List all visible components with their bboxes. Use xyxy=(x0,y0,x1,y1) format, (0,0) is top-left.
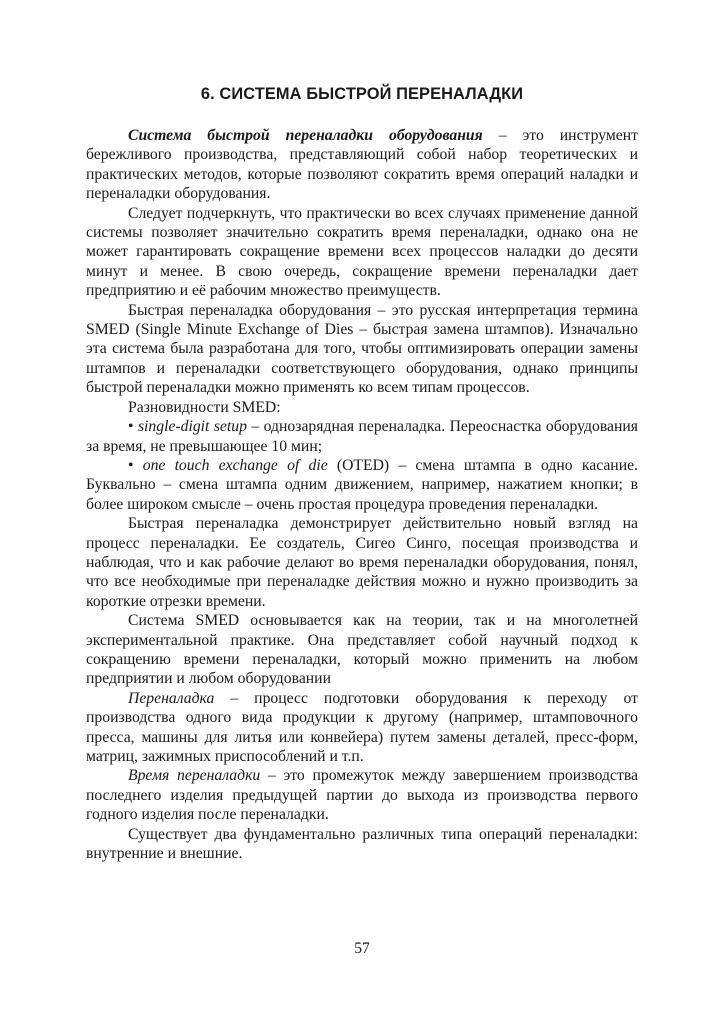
bullet-icon: • xyxy=(128,456,134,474)
paragraph-text: – процесс подготовки оборудования к переходу от производства одного вида продукции к другому (например, штамповочного пресса, машины для литья или конвейера) путем замены деталей, пресс-форм, матриц, зажимных приспособлений и т.п. xyxy=(86,689,638,765)
bullet-icon: • xyxy=(128,418,134,436)
term-italic: single-digit setup xyxy=(137,418,247,436)
paragraph-definition xyxy=(86,689,638,767)
paragraph-list-intro: Разновидности SMED: xyxy=(128,398,281,416)
paragraph-text: – это инструмент бережливого производства, представляющий собой набор теоретических и практических методов, которые позволяют сократить время операций наладки и переналадки оборудования. xyxy=(86,127,638,203)
paragraph: Существует два фундаментально различных типа операций переналадки: внутренние и внешние. xyxy=(86,825,638,863)
page-number: 57 xyxy=(354,940,370,957)
bullet-item xyxy=(86,456,638,514)
section-title: 6. СИСТЕМА БЫСТРОЙ ПЕРЕНАЛАДКИ xyxy=(200,85,524,103)
bullet-text: – однозарядная переналадка. Переоснастка оборудования за время, не превышающее 10 мин; xyxy=(86,418,639,455)
paragraph-definition xyxy=(86,766,638,824)
paragraph: Система SMED основывается как на теории, так и на многолетней экспериментальной практике. Она представляет собой научный подход к сокращению времени переналадки, который можно применить на любом предприятии и любом оборудовании xyxy=(86,612,638,688)
paragraph-text: – это промежуток между завершением производства последнего изделия предыдущей партии до выхода из производства первого годного изделия после переналадки. xyxy=(86,767,638,824)
bullet-text: (OTED) – смена штампа в одно касание. Буквально – смена штампа одним движением, например, нажатием кнопки; в более широком смысле – очень простая процедура проведения переналадки. xyxy=(86,456,638,513)
term-italic: Время переналадки xyxy=(128,767,261,785)
term-italic: one touch exchange of die xyxy=(142,456,328,474)
term-italic: Переналадка xyxy=(128,689,215,707)
paragraph-definition xyxy=(86,126,638,204)
paragraph: Быстрая переналадка оборудования – это русская интерпретация термина SMED (Single Minute Exchange of Dies – быстрая замена штампов). Изначально эта система была разработана для того, чтобы оптимизировать операции замены штампов и переналадки соответствующего оборудования, однако принципы быстрой переналадки можно применять ко всем типам процессов. xyxy=(86,301,638,397)
paragraph: Следует подчеркнуть, что практически во всех случаях применение данной системы позволяет значительно сократить время переналадки, однако она не может гарантировать сокращение времени всех процессов наладки до десяти минут и менее. В свою очередь, сокращение времени переналадки дает предприятию и её рабочим множество преимуществ. xyxy=(86,204,638,300)
bullet-item xyxy=(86,417,638,456)
paragraph: Быстрая переналадка демонстрирует действительно новый взгляд на процесс переналадки. Ее создатель, Сигео Синго, посещая производства и наблюдая, что и как рабочие делают во время переналадки оборудования, понял, что все необходимые при переналадке действия можно и нужно производить за короткие отрезки времени. xyxy=(86,515,638,610)
term-bold-italic: Система быстрой переналадки оборудования xyxy=(128,127,483,144)
document-page xyxy=(86,78,638,863)
